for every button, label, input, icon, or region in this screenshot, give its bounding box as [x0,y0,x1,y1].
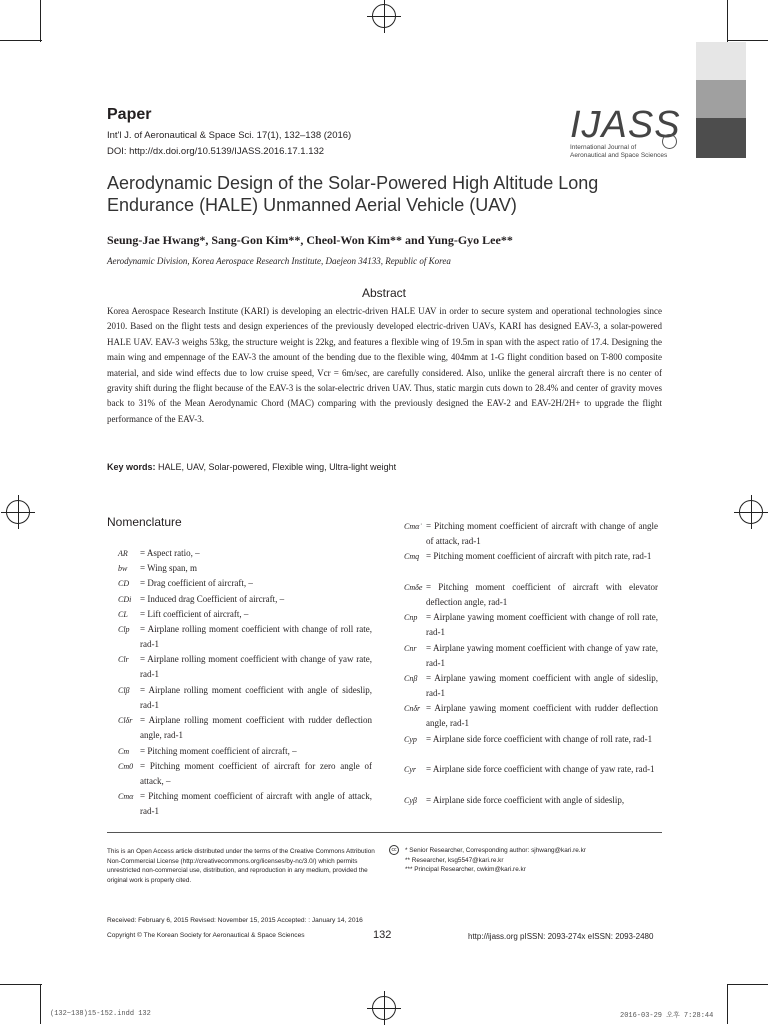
footer-rule [107,832,662,833]
copyright: Copyright © The Korean Society for Aeronautical & Space Sciences [107,932,305,939]
nomenclature-symbol: Cnδr [404,704,421,714]
registration-mark-right [739,500,763,524]
nomenclature-symbol: Clβ [118,685,130,695]
nomenclature-definition: = Airplane rolling moment coefficient with change of yaw rate, rad-1 [140,654,372,680]
logo-text: IJASS [570,104,681,146]
nomenclature-symbol: Cmα [118,792,134,802]
nomenclature-symbol: Cmα̇ [404,522,420,531]
paper-label: Paper [107,106,152,123]
nomenclature-symbol: Clr [118,655,129,665]
nomenclature-definition: = Airplane rolling moment coefficient with change of roll rate, rad-1 [140,624,372,649]
crop-mark [40,0,41,42]
nomenclature-definition: = Airplane side force coefficient with change of yaw rate, rad-1 [426,764,655,775]
print-slug-right: 2016-03-29 오후 7:28:44 [620,1012,714,1020]
nomenclature-definition: = Pitching moment coefficient of aircraft with pitch rate, rad-1 [426,551,652,562]
license-text: This is an Open Access article distributed under the terms of the Creative Commons Attribution Non-Commercial License (http://creativecommons.org/licenses/by-nc/3.0/) which permits unrestricted non-commercial use, distribution, and reproduction in any medium, provided the original work is properly cited. [107,848,375,884]
nomenclature-definition: = Pitching moment coefficient of aircraft with change of angle of attack, rad-1 [426,521,658,546]
nomenclature-symbol: CL [118,609,128,619]
crop-mark [0,40,42,41]
keywords-text: HALE, UAV, Solar-powered, Flexible wing, Ultra-light weight [155,462,397,472]
nomenclature-definition: = Pitching moment coefficient of aircraft, – [140,745,297,756]
nomenclature-symbol: Cnp [404,613,418,623]
nomenclature-symbol: CDi [118,594,132,604]
crop-mark [0,984,42,985]
crop-mark [40,984,41,1024]
author-footnotes [405,846,586,875]
nomenclature-symbol: Clp [118,625,130,634]
footnote: *** Principal Researcher, cwkim@kari.re.kr [405,866,526,873]
nomenclature-definition: = Drag coefficient of aircraft, – [140,578,253,589]
nomenclature-heading: Nomenclature [107,515,182,529]
nomenclature-symbol: Cm0 [118,761,134,771]
nomenclature-definition: = Pitching moment coefficient of aircraft with elevator deflection angle, rad-1 [426,581,658,607]
journal-citation: Int'l J. of Aeronautical & Space Sci. 17(1), 132–138 (2016) [107,130,352,141]
nomenclature-definition: = Pitching moment coefficient of aircraft for zero angle of attack, – [140,760,372,786]
logo-subtitle: Aeronautical and Space Sciences [570,152,668,159]
nomenclature-definition: = Airplane rolling moment coefficient with rudder deflection angle, rad-1 [140,715,372,741]
nomenclature-definition: = Airplane yawing moment coefficient with change of roll rate, rad-1 [426,612,658,638]
footnote: ** Researcher, ksg5547@kari.re.kr [405,856,504,864]
issn-line[interactable]: http://ijass.org pISSN: 2093-274x eISSN: 2093-2480 [468,932,654,941]
nomenclature-definition: = Airplane yawing moment coefficient with angle of sideslip, rad-1 [426,673,658,698]
nomenclature-symbol: AR [118,549,128,558]
footnote: * Senior Researcher, Corresponding author: sjhwang@kari.re.kr [405,847,586,854]
registration-mark-bottom [372,996,396,1020]
nomenclature-symbol: Cyr [404,765,416,775]
nomenclature-symbol: Cnr [404,643,417,653]
abstract-heading: Abstract [361,286,406,300]
keywords-label: Key words: [107,462,156,472]
color-band-dark [696,118,746,158]
doi-link[interactable]: DOI: http://dx.doi.org/10.5139/IJASS.2016.17.1.132 [107,146,325,157]
crop-mark [727,984,768,985]
creative-commons-icon: cc [389,845,399,855]
nomenclature-symbol: Clδr [118,716,133,726]
nomenclature-definition: = Airplane side force coefficient with change of roll rate, rad-1 [426,733,653,744]
color-band-mid [696,80,746,118]
print-slug-left: (132~138)15-152.indd 132 [50,1010,151,1018]
nomenclature-symbol: Cmq [404,552,420,562]
color-band-light [696,42,746,80]
nomenclature-definition: = Airplane side force coefficient with angle of sideslip, [426,794,625,805]
nomenclature-definition: = Airplane rolling moment coefficient with angle of sideslip, rad-1 [140,684,372,710]
nomenclature-symbol: CD [118,579,130,589]
received-dates: Received: February 6, 2015 Revised: November 15, 2015 Accepted: : January 14, 2016 [107,917,363,924]
keywords [107,462,396,472]
article-title: Aerodynamic Design of the Solar-Powered High Altitude Long Endurance (HALE) Unmanned Aerial Vehicle (UAV) [107,173,599,215]
page-number: 132 [373,929,392,941]
affiliation: Aerodynamic Division, Korea Aerospace Research Institute, Daejeon 34133, Republic of Korea [107,256,451,266]
nomenclature-symbol: Cmδe [404,582,423,592]
nomenclature-definition: = Wing span, m [140,563,198,574]
nomenclature-definition: = Pitching moment coefficient of aircraft with angle of attack, rad-1 [140,791,372,817]
logo-subtitle: International Journal of [570,144,637,151]
abstract-body: Korea Aerospace Research Institute (KARI) is developing an electric-driven HALE UAV in order to secure system and operational technologies since 2010. Based on the flight tests and design experiences of the previously developed electric-driven UAVs, KARI has designed EAV-3, a solar-powered HALE UAV. EAV-3 weighs 53kg, the structure weight is 22kg, and features a flexible wing of 19.5m in span with the aspect ratio of 17.4. Designing the main wing and empennage of the EAV-3 the amount of the bending due to the flexible wing, 404mm at 1-G flight condition based on T-800 composite material, and side wind effects due to low cruise speed, Vcr = 6m/sec, are carefully considered. Also, unlike the general aircraft there is no center of gravity shift during the flight because of the EAV-3 is the solar-electric driven UAV. Thus, static margin cuts down to 28.4% and center of gravity moves back to 31% of the Mean Aerodynamic Chord (MAC) comparing with the previously designed the EAV-2 and EAV-2H/2H+ to upgrade the flight performance of the EAV-3. [107,306,662,424]
author-list: Seung-Jae Hwang*, Sang-Gon Kim**, Cheol-Won Kim** and Yung-Gyo Lee** [107,233,513,247]
registration-mark-top [372,4,396,28]
nomenclature-definition: = Lift coefficient of aircraft, – [140,608,249,619]
nomenclature-definition: = Airplane yawing moment coefficient with rudder deflection angle, rad-1 [426,703,658,729]
crop-mark [727,40,768,41]
crop-mark [727,0,728,42]
nomenclature-symbol: bw [118,564,128,574]
nomenclature-definition: = Aspect ratio, – [140,548,200,558]
nomenclature-symbol: Cnβ [404,674,418,683]
crop-mark [727,984,728,1024]
nomenclature-definition: = Airplane yawing moment coefficient with change of yaw rate, rad-1 [426,642,658,668]
nomenclature-symbol: Cyβ [404,795,417,805]
logo-emblem-icon [662,134,677,149]
nomenclature-symbol: Cm [118,746,130,756]
nomenclature-definition: = Induced drag Coefficient of aircraft, – [140,593,285,604]
registration-mark-left [6,500,30,524]
journal-logo [570,104,681,160]
nomenclature-symbol: Cyp [404,734,417,744]
